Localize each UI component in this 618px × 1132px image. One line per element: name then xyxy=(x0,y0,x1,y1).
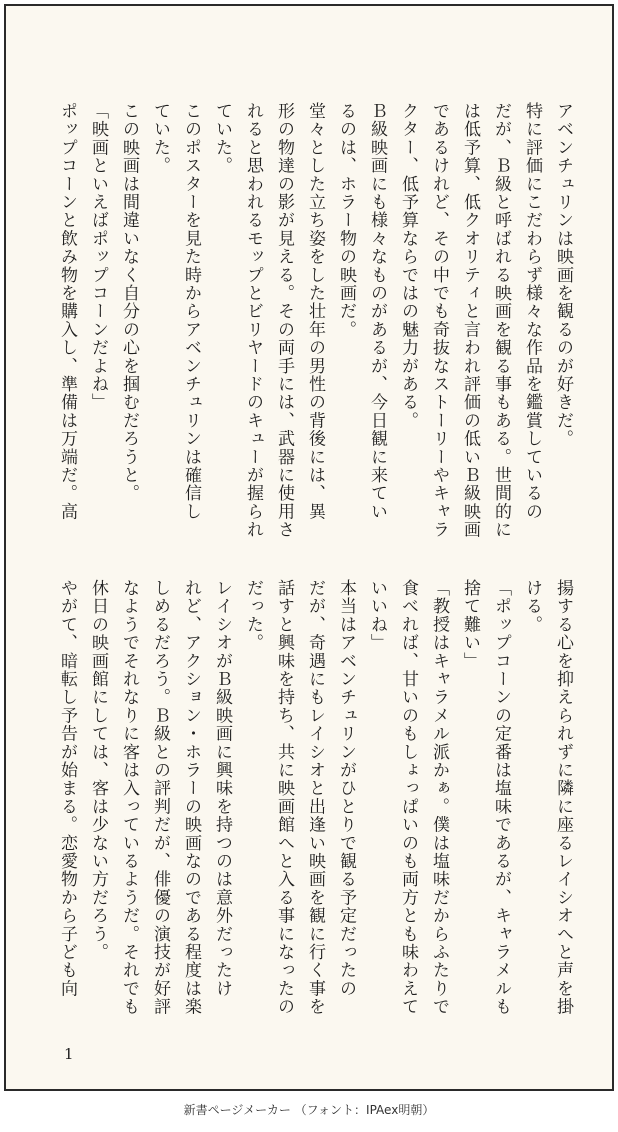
book-page xyxy=(4,4,614,1091)
text-column: ていた。 xyxy=(212,102,232,175)
text-column: れると思われるモップとビリヤードのキューが握られ xyxy=(243,102,263,539)
text-column: ポップコーンと飲み物を購入し、準備は万端だ。高 xyxy=(57,102,77,521)
text-column: 「映画といえばポップコーンだよね」 xyxy=(88,102,108,412)
page-number: 1 xyxy=(64,1045,74,1063)
text-column: ける。 xyxy=(522,579,542,634)
text-column: いいね」 xyxy=(367,579,387,652)
text-column: 形の物達の影が見える。その両手には、武器に使用さ xyxy=(274,102,294,539)
text-column: 休日の映画館にしては、客は少ない方だろう。 xyxy=(88,579,108,962)
text-column: 「ポップコーンの定番は塩味であるが、キャラメルも xyxy=(491,579,511,1016)
text-block-top xyxy=(57,102,578,547)
text-column: 話すと興味を持ち、共に映画館へと入る事になったの xyxy=(274,579,294,1016)
text-column: 特に評価にこだわらず様々な作品を鑑賞しているの xyxy=(522,102,542,521)
text-column: 食べれば、甘いのもしょっぱいのも両方とも味わえて xyxy=(398,579,418,1016)
text-column: 揚する心を抑えられずに隣に座るレイシオへと声を掛 xyxy=(553,579,573,1016)
text-column: ていた。 xyxy=(150,102,170,175)
text-column: だが、奇遇にもレイシオと出逢い映画を観に行く事を xyxy=(305,579,325,1016)
text-column: は低予算、低クオリティと言われ評価の低いＢ級映画 xyxy=(460,102,480,539)
text-column: だが、Ｂ級と呼ばれる映画を観る事もある。世間的に xyxy=(491,102,511,539)
text-block-bottom xyxy=(57,579,578,1024)
text-column: であるけれど、その中でも奇抜なストーリーやキャラ xyxy=(429,102,449,539)
text-column: アベンチュリンは映画を観るのが好きだ。 xyxy=(553,102,573,448)
text-column: 「教授はキャラメル派かぁ。僕は塩味だからふたりで xyxy=(429,579,449,1016)
text-column: 堂々とした立ち姿をした壮年の男性の背後には、異 xyxy=(305,102,325,521)
text-column: なようでそれなりに客は入っているようだ。それでも xyxy=(119,579,139,1016)
text-column: クター、低予算ならではの魅力がある。 xyxy=(398,102,418,430)
text-column: しめるだろう。Ｂ級との評判だが、俳優の演技が好評 xyxy=(150,579,170,1016)
text-column: れど、アクション・ホラーの映画なのである程度は楽 xyxy=(181,579,201,1016)
text-column: るのは、ホラー物の映画だ。 xyxy=(336,102,356,339)
text-column: このポスターを見た時からアベンチュリンは確信し xyxy=(181,102,201,521)
text-column: レイシオがＢ級映画に興味を持つのは意外だったけ xyxy=(212,579,232,998)
text-column: Ｂ級映画にも様々なものがあるが、今日観に来てい xyxy=(367,102,387,521)
text-column: 捨て難い」 xyxy=(460,579,480,670)
text-column: だった。 xyxy=(243,579,263,652)
footer-credit: 新書ページメーカー （フォント：IPAex明朝） xyxy=(183,1103,435,1117)
text-column: この映画は間違いなく自分の心を掴むだろうと。 xyxy=(119,102,139,503)
text-column: 本当はアベンチュリンがひとりで観る予定だったの xyxy=(336,579,356,998)
text-column: やがて、暗転し予告が始まる。恋愛物から子ども向 xyxy=(57,579,77,998)
